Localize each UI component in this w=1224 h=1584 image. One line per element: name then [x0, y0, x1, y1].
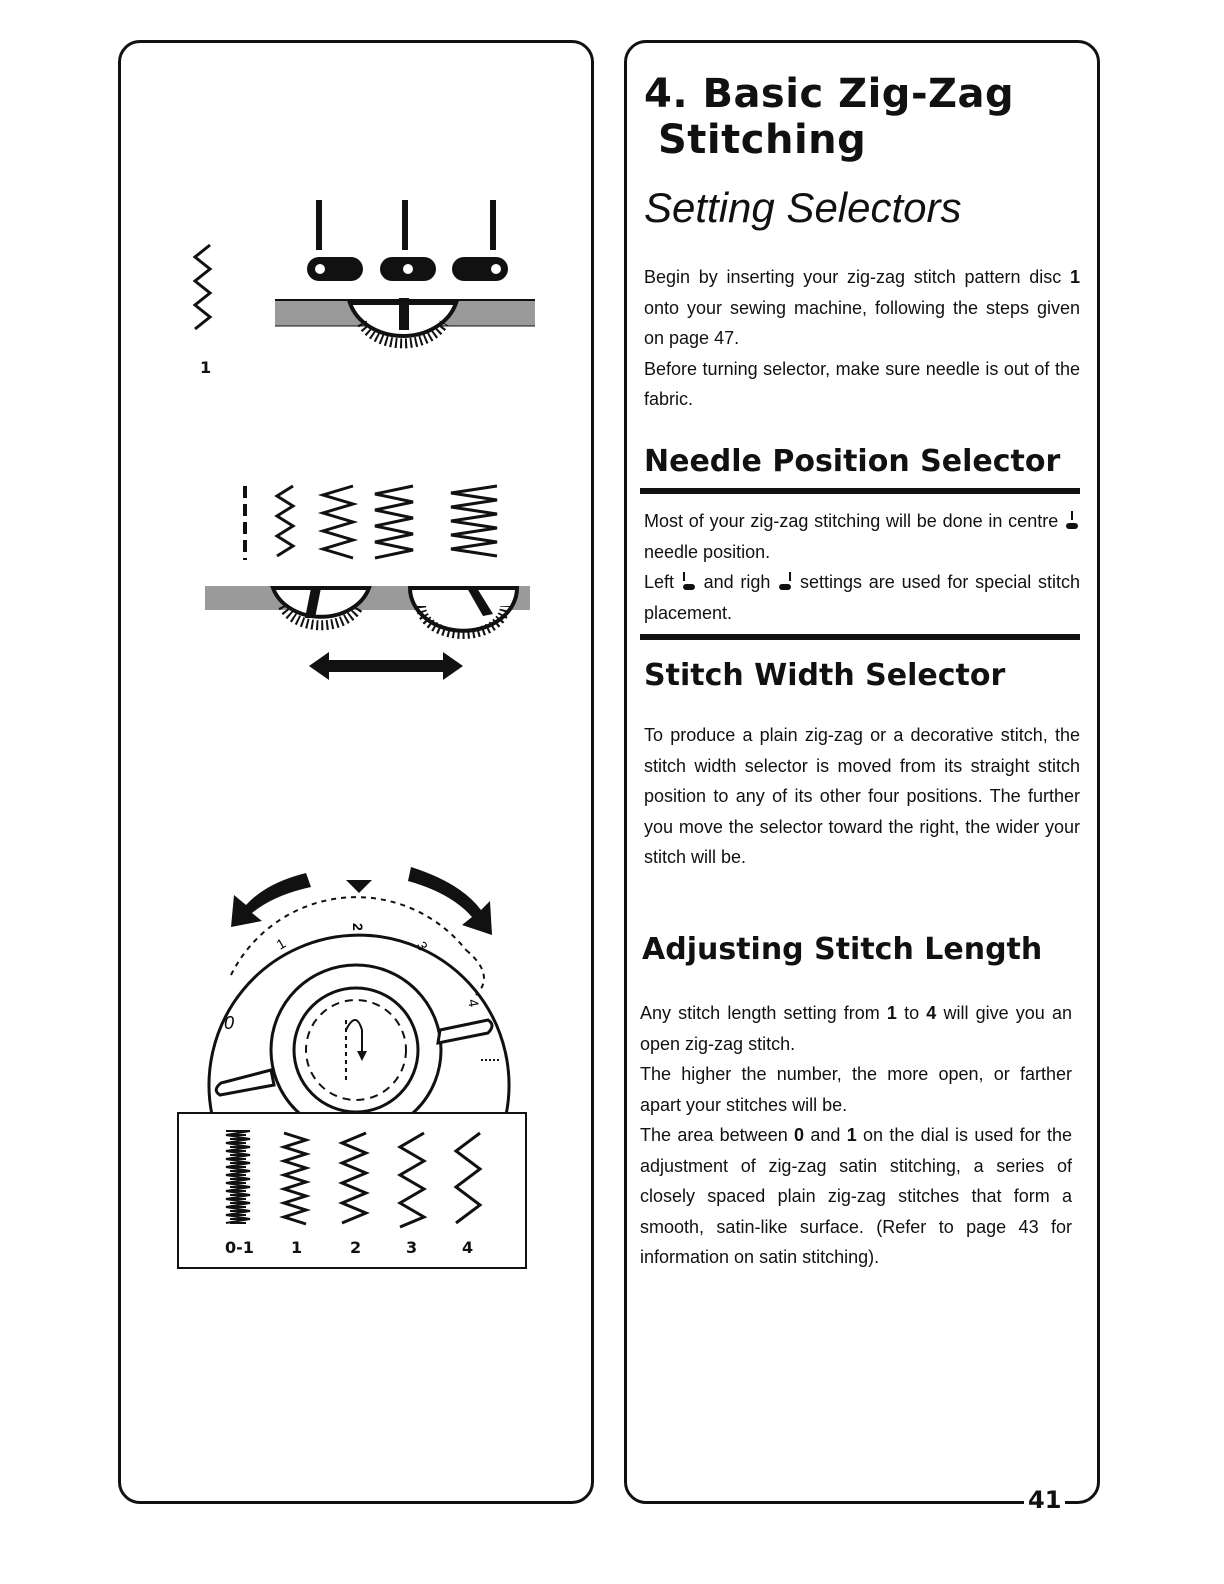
- intro-paragraph: Begin by inserting your zig-zag stitch pattern disc 1 onto your sewing machine, following the steps given on page 47. Before turning selector, make sure needle is out of the fabric.: [644, 267, 1080, 409]
- panel-label: 1: [200, 358, 212, 377]
- dial-number-3: 3: [413, 938, 432, 954]
- needle-centre-glyph-icon: [1064, 511, 1080, 529]
- needle-position-illustration: [190, 195, 550, 370]
- needle-right-icon: [490, 200, 496, 250]
- needle-position-paragraph: Most of your zig-zag stitching will be done in centre needle position. Left and righ settings are used for special stitch placement.: [644, 511, 1080, 623]
- page-title-line2: Stitching: [658, 117, 867, 163]
- zigzag-widest-icon: [451, 486, 497, 556]
- needle-position-heading: Needle Position Selector: [644, 444, 1061, 479]
- zigzag-medium-icon: [323, 486, 353, 558]
- dial-pointer-icon: [346, 880, 372, 893]
- dial-number-4: 4: [465, 997, 483, 1009]
- needle-right-glyph-icon: [777, 572, 793, 590]
- arrow-left-icon: [231, 873, 311, 927]
- width-label-4: 4: [462, 1238, 474, 1257]
- dial-number-0: 0: [224, 1013, 235, 1033]
- divider: [640, 488, 1080, 494]
- stitch-width-heading: Stitch Width Selector: [644, 658, 1006, 693]
- stitch-length-paragraph: Any stitch length setting from 1 to 4 will give you an open zig-zag stitch. The higher the number, the more open, or farther apart your stitches will be. The area between 0 and 1 on the dial is used for the adjustment of zig-zag satin stitching, a series of closely spaced plain zig-zag stitches that form a smooth, satin-like surface. (Refer to page 43 for information on satin stitching).: [640, 1003, 1073, 1267]
- dial-number-2: 2: [350, 923, 366, 931]
- divider: [640, 634, 1080, 640]
- page-title-line1: 4. Basic Zig-Zag: [644, 71, 1015, 117]
- stitch-width-illustration: [205, 482, 535, 682]
- zigzag-narrow-icon: [277, 486, 293, 556]
- double-arrow-icon: [309, 652, 463, 680]
- stitch-width-paragraph: To produce a plain zig-zag or a decorative stitch, the stitch width selector is moved from its straight stitch position to any of its other four positions. The further you move the selector toward the right, the wider your stitch will be.: [644, 725, 1080, 867]
- dial-number-1: 1: [273, 934, 289, 953]
- width-label-3: 3: [406, 1238, 418, 1257]
- section-subtitle: Setting Selectors: [644, 184, 962, 231]
- zigzag-wide-icon: [375, 486, 413, 558]
- arrow-right-icon: [408, 867, 492, 935]
- width-label-2: 2: [350, 1238, 362, 1257]
- needle-left-glyph-icon: [681, 572, 697, 590]
- needle-left-icon: [316, 200, 322, 250]
- zigzag-stitch-icon: [195, 245, 210, 329]
- page-number: 41: [1024, 1486, 1065, 1514]
- needle-centre-icon: [402, 200, 408, 250]
- stitch-length-heading: Adjusting Stitch Length: [642, 932, 1043, 967]
- width-label-1: 1: [291, 1238, 303, 1257]
- width-label-0-1: 0-1: [225, 1238, 254, 1257]
- stitch-length-dial-illustration: [176, 855, 531, 1275]
